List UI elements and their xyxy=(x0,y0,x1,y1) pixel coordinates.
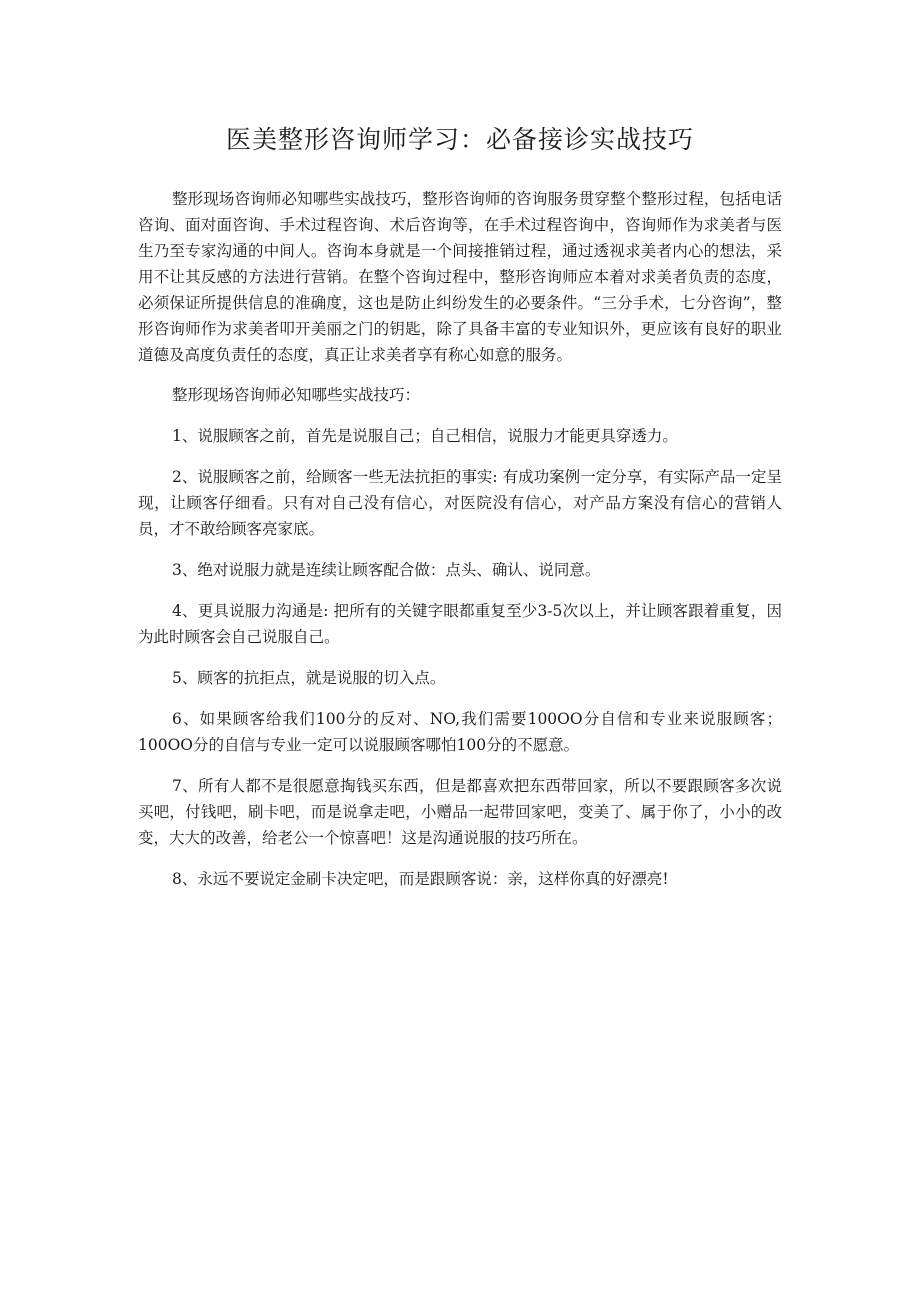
page-title: 医美整形咨询师学习：必备接诊实战技巧 xyxy=(225,125,694,154)
intro-paragraph: 整形现场咨询师必知哪些实战技巧，整形咨询师的咨询服务贯穿整个整形过程，包括电话咨询、面对面咨询、手术过程咨询、术后咨询等，在手术过程咨询中，咨询师作为求美者与医生乃至专家沟通的中间人。咨询本身就是一个间接推销过程，通过透视求美者内心的想法，采用不让其反感的方法进行营销。在整个咨询过程中，整形咨询师应本着对求美者负责的态度，必须保证所提供信息的准确度，这也是防止纠纷发生的必要条件。“三分手术，七分咨询”，整形咨询师作为求美者叩开美丽之门的钥匙，除了具备丰富的专业知识外，更应该有良好的职业道德及高度负责任的态度，真正让求美者享有称心如意的服务。 xyxy=(138,190,782,364)
list-item-1: 1、说服顾客之前，首先是说服自己；自己相信，说服力才能更具穿透力。 xyxy=(172,427,678,445)
list-item-8: 8、永远不要说定金刷卡决定吧，而是跟顾客说：亲，这样你真的好漂亮! xyxy=(172,870,669,888)
list-item-7: 7、所有人都不是很愿意掏钱买东西，但是都喜欢把东西带回家，所以不要跟顾客多次说买吧，付钱吧，刷卡吧，而是说拿走吧，小赠品一起带回家吧，变美了、属于你了，小小的改变，大大的改善，给老公一个惊喜吧！这是沟通说服的技巧所在。 xyxy=(138,777,782,847)
list-item-6: 6、如果顾客给我们100分的反对、NO,我们需要100OO分自信和专业来说服顾客；100OO分的自信与专业一定可以说服顾客哪怕100分的不愿意。 xyxy=(138,710,782,754)
subheading-paragraph: 整形现场咨询师必知哪些实战技巧： xyxy=(172,386,421,404)
list-item-4: 4、更具说服力沟通是: 把所有的关键字眼都重复至少3-5次以上，并让顾客跟着重复，因为此时顾客会自己说服自己。 xyxy=(138,602,782,646)
list-item-3: 3、绝对说服力就是连续让顾客配合做：点头、确认、说同意。 xyxy=(172,561,601,579)
document-body xyxy=(138,186,782,907)
list-item-5: 5、顾客的抗拒点，就是说服的切入点。 xyxy=(172,669,446,687)
list-item-2: 2、说服顾客之前，给顾客一些无法抗拒的事实: 有成功案例一定分享，有实际产品一定呈现，让顾客仔细看。只有对自己没有信心，对医院没有信心，对产品方案没有信心的营销人员，才不敢给顾客亮家底。 xyxy=(138,468,782,538)
